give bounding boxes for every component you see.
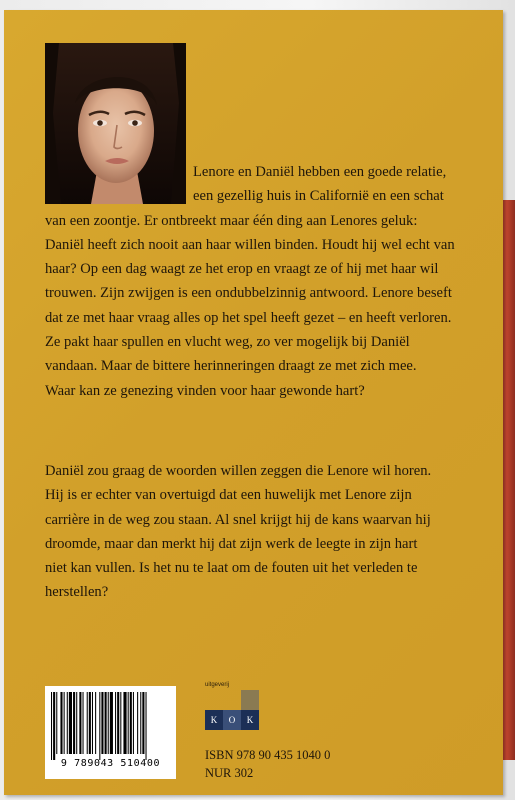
blurb-line: Ze pakt haar spullen en vlucht weg, zo ver mogelijk bij Daniël bbox=[45, 334, 410, 351]
barcode-bar bbox=[87, 692, 88, 754]
blurb-line: herstellen? bbox=[45, 584, 109, 601]
barcode-bar bbox=[51, 692, 52, 760]
blurb-line: van een zoontje. Er ontbreekt maar één ding aan Lenores geluk: bbox=[45, 212, 418, 229]
blurb-line: niet kan vullen. Is het nu te laat om de fouten uit het verleden te bbox=[45, 560, 418, 577]
logo-tile-o: O bbox=[223, 710, 241, 730]
barcode-bar bbox=[56, 692, 57, 754]
barcode-bar bbox=[89, 692, 91, 754]
barcode-bar bbox=[146, 692, 147, 760]
barcode-bar bbox=[73, 692, 75, 754]
barcode-bar bbox=[108, 692, 109, 754]
barcode-bar bbox=[83, 692, 84, 754]
publisher-label: uitgeverij bbox=[205, 682, 230, 688]
blurb-paragraph-2 bbox=[45, 459, 431, 605]
barcode-bar bbox=[137, 692, 138, 754]
blurb-line: Hij is er echter van overtuigd dat een huwelijk met Lenore zijn bbox=[45, 487, 412, 504]
barcode-bar bbox=[99, 692, 100, 760]
back-cover bbox=[4, 10, 503, 795]
logo-tile-top bbox=[241, 690, 259, 710]
blurb-line: vandaan. Maar de bittere herinneringen draagt ze met zich mee. bbox=[45, 358, 417, 375]
barcode-bar bbox=[110, 692, 113, 754]
blurb-line: carrière in de weg zou staan. Al snel krijgt hij de kans waarvan hij bbox=[45, 511, 431, 528]
blurb-line: droomde, maar dan merkt hij dat zijn werk de leegte in zijn hart bbox=[45, 535, 418, 552]
blurb-paragraph-1 bbox=[45, 160, 455, 403]
barcode-bar bbox=[101, 692, 103, 754]
barcode-bar bbox=[67, 692, 68, 754]
barcode-bar bbox=[117, 692, 119, 754]
barcode-bar bbox=[128, 692, 129, 754]
barcode-bar bbox=[130, 692, 132, 754]
barcode-bar bbox=[140, 692, 141, 754]
blurb-line: Daniël zou graag de woorden willen zeggen die Lenore wil horen. bbox=[45, 463, 432, 479]
kok-publisher-logo bbox=[205, 690, 259, 731]
barcode-bar bbox=[53, 692, 55, 760]
blurb-line: Daniël heeft zich nooit aan haar willen binden. Houdt hij wel echt van bbox=[45, 236, 455, 253]
barcode-bar bbox=[76, 692, 77, 754]
isbn-barcode bbox=[45, 686, 176, 779]
nur-code: NUR 302 bbox=[205, 766, 254, 780]
logo-tile-k: K bbox=[205, 710, 223, 730]
barcode-digits: 9 789043 510400 bbox=[60, 758, 161, 769]
blurb-line: trouwen. Zijn zwijgen is een ondubbelzinnig antwoord. Lenore beseft bbox=[45, 285, 452, 302]
barcode-bar bbox=[120, 692, 121, 754]
barcode-bar bbox=[123, 692, 126, 754]
isbn-number: ISBN 978 90 435 1040 0 bbox=[205, 748, 331, 762]
barcode-bar bbox=[142, 692, 144, 754]
blurb-line: een gezellig huis in Californië en een schat bbox=[193, 188, 444, 205]
barcode-bar bbox=[60, 692, 62, 754]
barcode-bar bbox=[69, 692, 72, 754]
barcode-bar bbox=[133, 692, 134, 754]
barcode-bar bbox=[115, 692, 116, 754]
blurb-line: haar? Op een dag waagt ze het erop en vraagt ze of hij met haar wil bbox=[45, 261, 439, 278]
blurb-line: Waar kan ze genezing vinden voor haar gewonde hart? bbox=[45, 382, 365, 399]
barcode-bar bbox=[64, 692, 65, 754]
barcode-bar bbox=[92, 692, 93, 754]
barcode-bar bbox=[95, 692, 96, 754]
logo-tile-k: K bbox=[241, 710, 259, 730]
blurb-line: dat ze met haar vraag alles op het spel heeft gezet – en heeft verloren. bbox=[45, 309, 452, 326]
barcode-bar bbox=[79, 692, 81, 754]
barcode-bar bbox=[105, 692, 107, 754]
blurb-line: Lenore en Daniël hebben een goede relatie, bbox=[193, 164, 447, 180]
